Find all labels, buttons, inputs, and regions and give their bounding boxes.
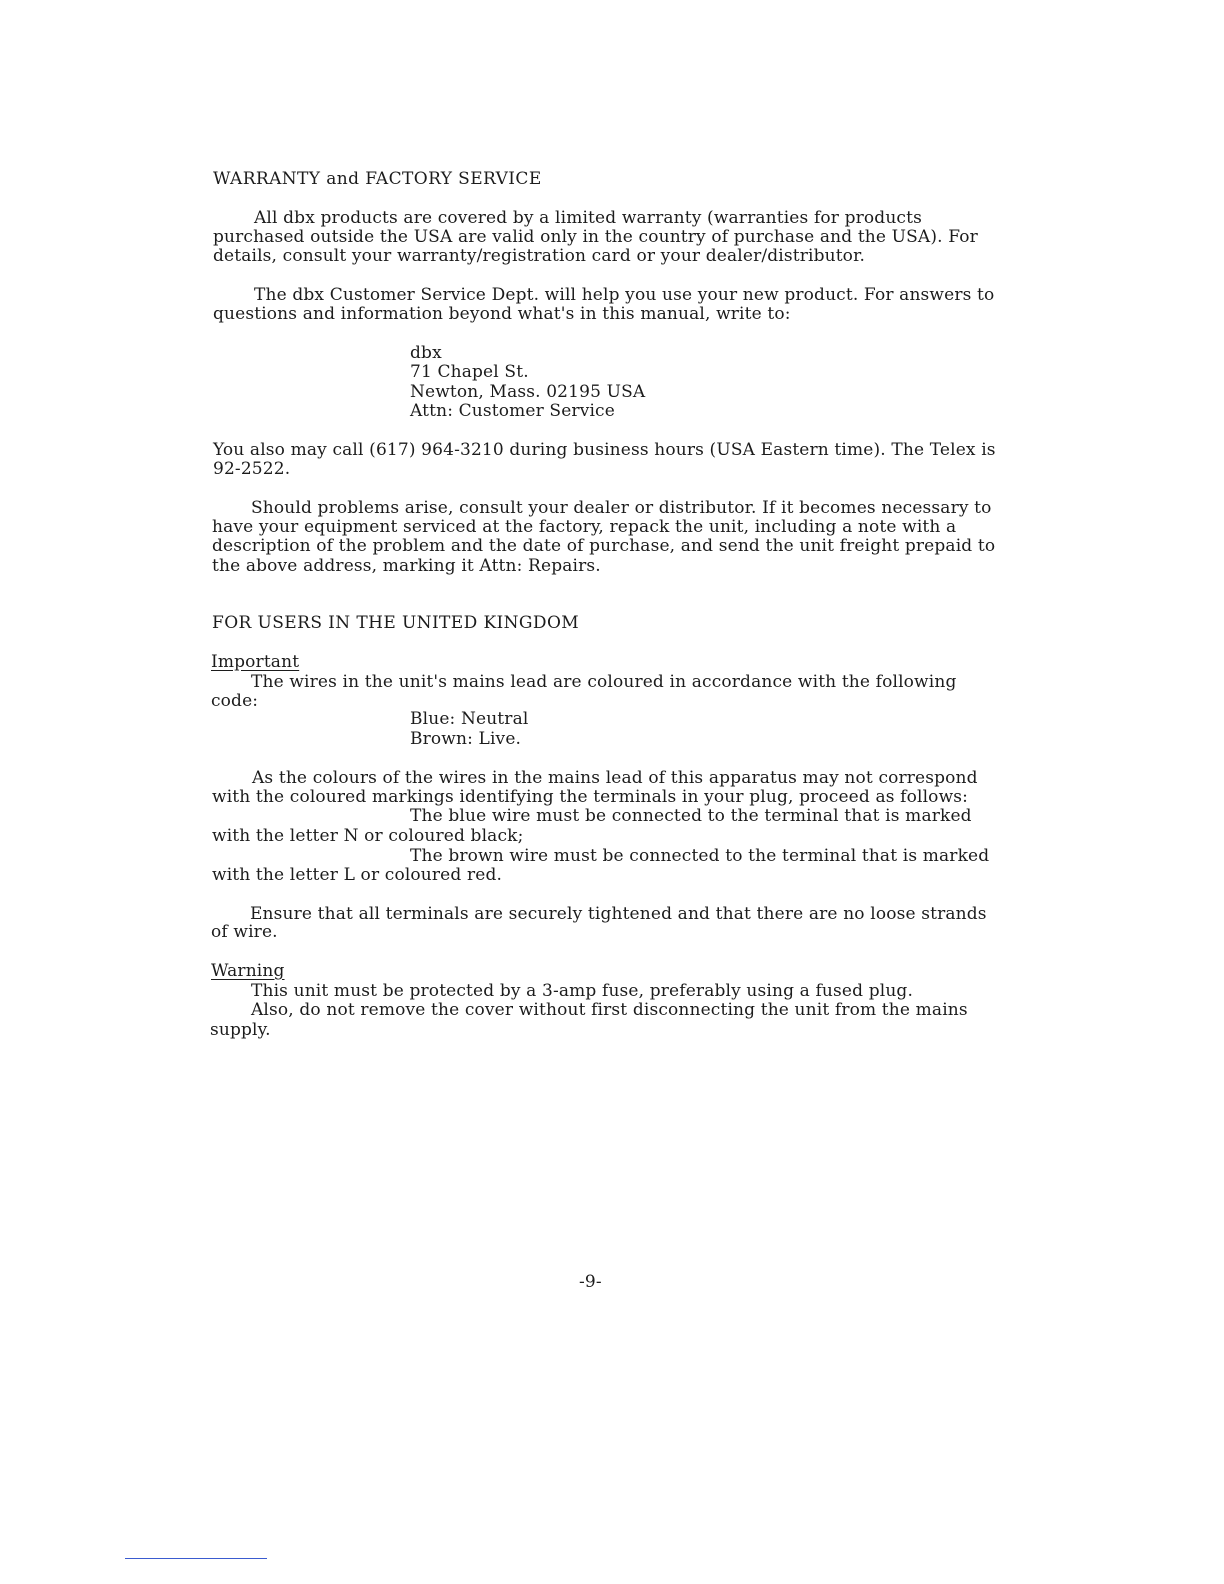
warning-label: Warning (211, 961, 285, 981)
warranty-p4-line3: description of the problem and the date of purchase, and send the unit freight prepaid to (212, 536, 996, 556)
important-line2: code: (211, 691, 259, 711)
warranty-p2-line1: The dbx Customer Service Dept. will help you use your new product. For answers to (254, 285, 995, 305)
colours-line4: with the letter N or coloured black; (212, 826, 524, 846)
warning-line2: Also, do not remove the cover without first disconnecting the unit from the mains (251, 1000, 968, 1020)
terminals-line2: of wire. (211, 922, 278, 942)
footer-rule (125, 1558, 267, 1559)
address-line-company: dbx (410, 343, 442, 363)
code-blue: Blue: Neutral (410, 709, 529, 729)
address-line-city: Newton, Mass. 02195 USA (410, 382, 646, 402)
page-number: -9- (579, 1272, 602, 1292)
warranty-p3-line1: You also may call (617) 964-3210 during business hours (USA Eastern time). The Telex is (213, 440, 996, 460)
address-line-street: 71 Chapel St. (410, 362, 529, 382)
warranty-p4-line2: have your equipment serviced at the factory, repack the unit, including a note with a (212, 517, 957, 537)
colours-line6: with the letter L or coloured red. (212, 865, 503, 885)
warranty-heading: WARRANTY and FACTORY SERVICE (213, 169, 542, 189)
important-label: Important (211, 652, 300, 672)
warranty-p4-line1: Should problems arise, consult your dealer or distributor. If it becomes necessary to (251, 498, 992, 518)
colours-line5: The brown wire must be connected to the terminal that is marked (410, 846, 990, 866)
code-brown: Brown: Live. (410, 729, 522, 749)
warranty-p1-line2: purchased outside the USA are valid only in the country of purchase and the USA). For (213, 227, 978, 247)
colours-line2: with the coloured markings identifying the terminals in your plug, proceed as follows: (212, 787, 969, 807)
warranty-p1-line3: details, consult your warranty/registration card or your dealer/distributor. (213, 246, 866, 266)
address-line-attn: Attn: Customer Service (410, 401, 615, 421)
colours-line1: As the colours of the wires in the mains lead of this apparatus may not correspond (252, 768, 978, 788)
warranty-p4-line4: the above address, marking it Attn: Repairs. (212, 556, 601, 576)
warning-line1: This unit must be protected by a 3-amp fuse, preferably using a fused plug. (251, 981, 914, 1001)
warranty-p1-line1: All dbx products are covered by a limited warranty (warranties for products (254, 208, 922, 228)
important-line1: The wires in the unit's mains lead are coloured in accordance with the following (251, 672, 957, 692)
uk-heading: FOR USERS IN THE UNITED KINGDOM (212, 613, 580, 633)
warranty-p3-line2: 92-2522. (213, 459, 291, 479)
colours-line3: The blue wire must be connected to the terminal that is marked (410, 806, 972, 826)
warranty-p2-line2: questions and information beyond what's in this manual, write to: (213, 304, 791, 324)
warning-line3: supply. (210, 1020, 271, 1040)
terminals-line1: Ensure that all terminals are securely tightened and that there are no loose strands (250, 904, 987, 924)
